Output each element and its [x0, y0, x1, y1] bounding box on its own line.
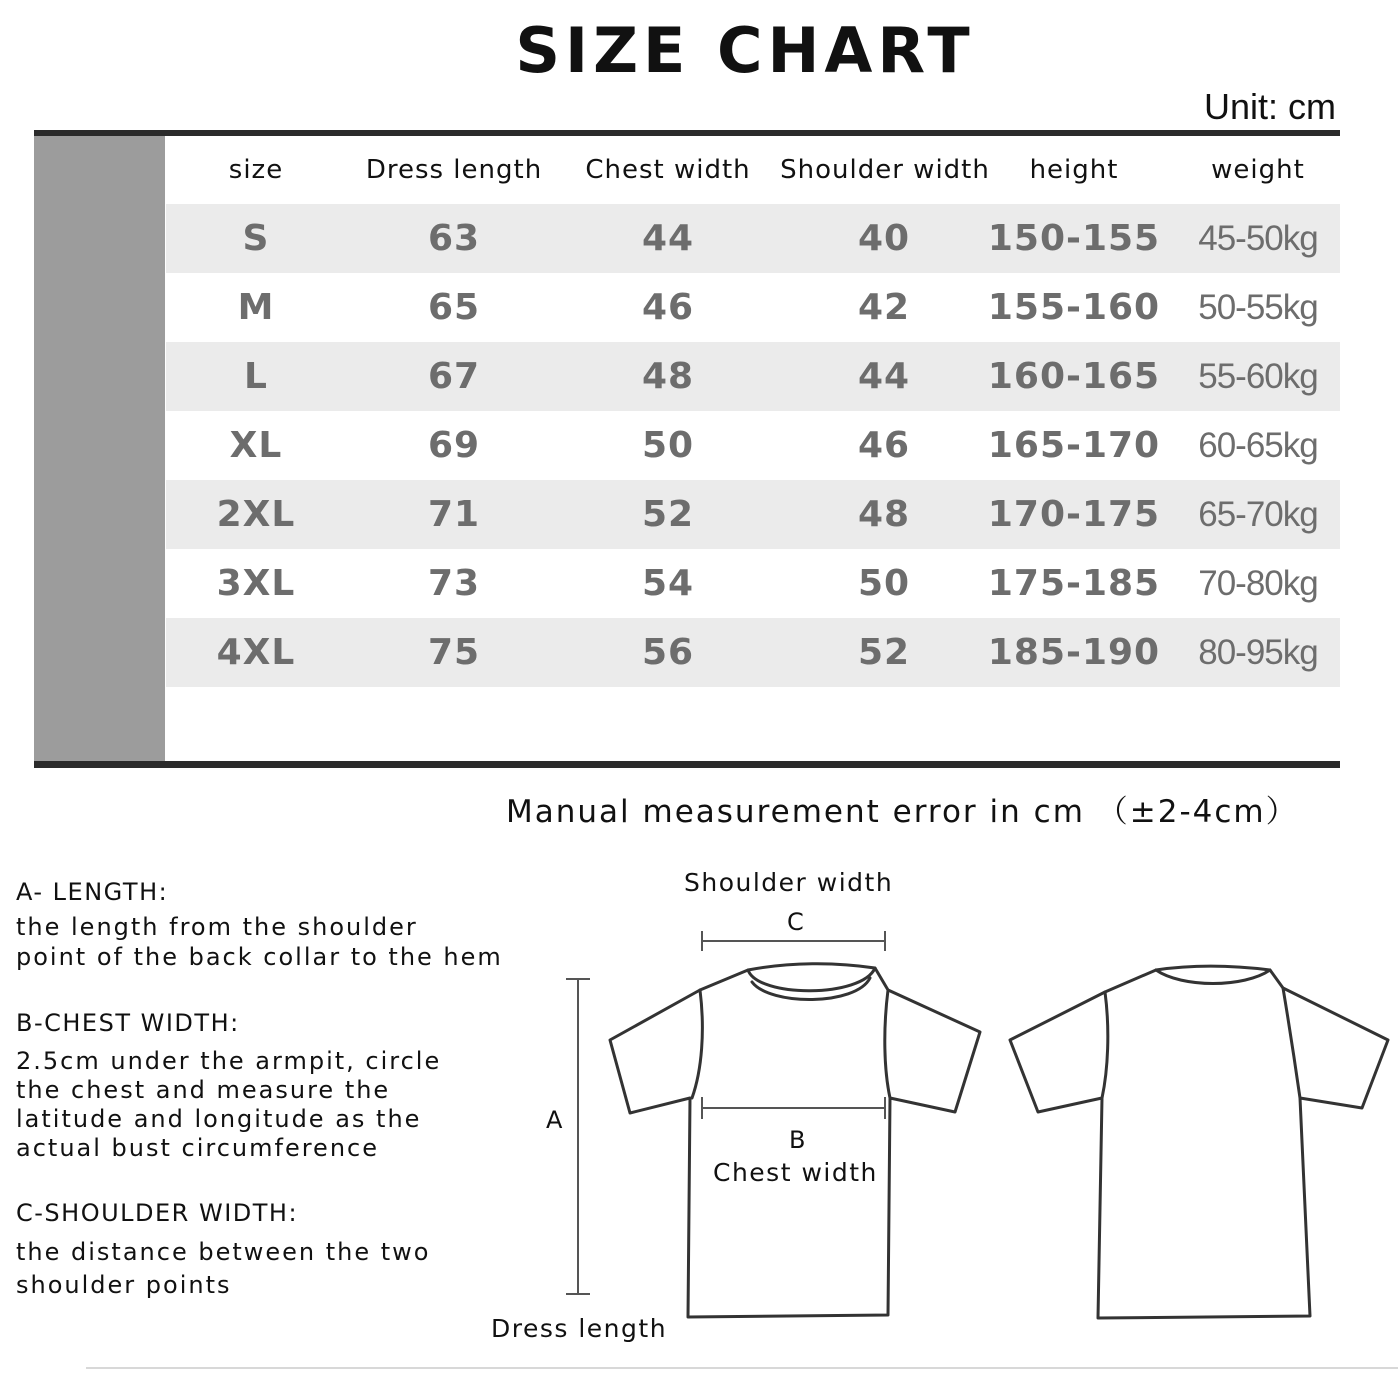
- desc-c-line-2: shoulder points: [16, 1271, 232, 1299]
- cell-chest-width: 54: [641, 563, 695, 604]
- marker-a: A: [546, 1106, 564, 1134]
- desc-b-line-3: latitude and longitude as the: [16, 1105, 422, 1133]
- desc-b-line-2: the chest and measure the: [16, 1076, 391, 1104]
- cell-dress-length: 67: [427, 356, 481, 397]
- cell-height: 155-160: [987, 287, 1161, 328]
- cell-height: 150-155: [987, 218, 1161, 259]
- cell-chest-width: 52: [641, 494, 695, 535]
- cell-dress-length: 65: [427, 287, 481, 328]
- cell-size: XL: [229, 425, 283, 466]
- cell-height: 175-185: [987, 563, 1161, 604]
- cell-weight: 55-60kg: [1198, 356, 1318, 396]
- desc-a-line-1: the length from the shoulder: [16, 913, 418, 941]
- bottom-divider: [86, 1367, 1398, 1369]
- header-height: height: [1029, 155, 1119, 185]
- desc-b-heading: B-CHEST WIDTH:: [16, 1009, 240, 1037]
- marker-b: B: [789, 1126, 807, 1154]
- cell-shoulder-width: 46: [857, 425, 911, 466]
- cell-height: 160-165: [987, 356, 1161, 397]
- cell-weight: 65-70kg: [1198, 494, 1318, 534]
- shoulder-width-label: Shoulder width: [684, 868, 894, 897]
- cell-shoulder-width: 40: [857, 218, 911, 259]
- cell-weight: 60-65kg: [1198, 425, 1318, 465]
- cell-weight: 50-55kg: [1198, 287, 1318, 327]
- marker-c: C: [787, 908, 806, 936]
- desc-b-line-4: actual bust circumference: [16, 1134, 379, 1162]
- header-size: size: [228, 155, 284, 185]
- cell-shoulder-width: 50: [857, 563, 911, 604]
- cell-chest-width: 50: [641, 425, 695, 466]
- cell-height: 185-190: [987, 632, 1161, 673]
- cell-chest-width: 46: [641, 287, 695, 328]
- cell-shoulder-width: 52: [857, 632, 911, 673]
- cell-chest-width: 44: [641, 218, 695, 259]
- cell-size: 3XL: [216, 563, 296, 604]
- cell-shoulder-width: 48: [857, 494, 911, 535]
- cell-chest-width: 48: [641, 356, 695, 397]
- unit-label: Unit: cm: [1203, 86, 1336, 127]
- cell-dress-length: 63: [427, 218, 481, 259]
- header-dress-length: Dress length: [365, 155, 543, 185]
- cell-height: 165-170: [987, 425, 1161, 466]
- cell-size: 2XL: [216, 494, 296, 535]
- cell-shoulder-width: 42: [857, 287, 911, 328]
- header-chest-width: Chest width: [585, 155, 751, 185]
- cell-shoulder-width: 44: [857, 356, 911, 397]
- chest-width-label: Chest width: [713, 1158, 878, 1187]
- cell-dress-length: 71: [427, 494, 481, 535]
- cell-size: 4XL: [216, 632, 296, 673]
- back-tshirt-icon: [1010, 966, 1388, 1318]
- cell-weight: 80-95kg: [1198, 632, 1318, 672]
- desc-a-line-2: point of the back collar to the hem: [16, 943, 503, 971]
- page-title: SIZE CHART: [515, 14, 975, 87]
- cell-size: S: [242, 218, 270, 259]
- cell-dress-length: 69: [427, 425, 481, 466]
- dress-length-label: Dress length: [491, 1314, 668, 1343]
- cell-chest-width: 56: [641, 632, 695, 673]
- cell-dress-length: 75: [427, 632, 481, 673]
- cell-height: 170-175: [987, 494, 1161, 535]
- cell-size: M: [237, 287, 275, 328]
- header-shoulder-width: Shoulder width: [780, 155, 990, 185]
- desc-a-heading: A- LENGTH:: [16, 878, 169, 906]
- measurement-note: Manual measurement error in cm （±2-4cm）: [506, 794, 1299, 830]
- desc-b-line-1: 2.5cm under the armpit, circle: [16, 1047, 442, 1075]
- cell-size: L: [244, 356, 268, 397]
- header-weight: weight: [1211, 155, 1305, 185]
- cell-weight: 70-80kg: [1198, 563, 1318, 603]
- desc-c-line-1: the distance between the two: [16, 1238, 431, 1266]
- cell-weight: 45-50kg: [1198, 218, 1318, 258]
- cell-dress-length: 73: [427, 563, 481, 604]
- desc-c-heading: C-SHOULDER WIDTH:: [16, 1199, 299, 1227]
